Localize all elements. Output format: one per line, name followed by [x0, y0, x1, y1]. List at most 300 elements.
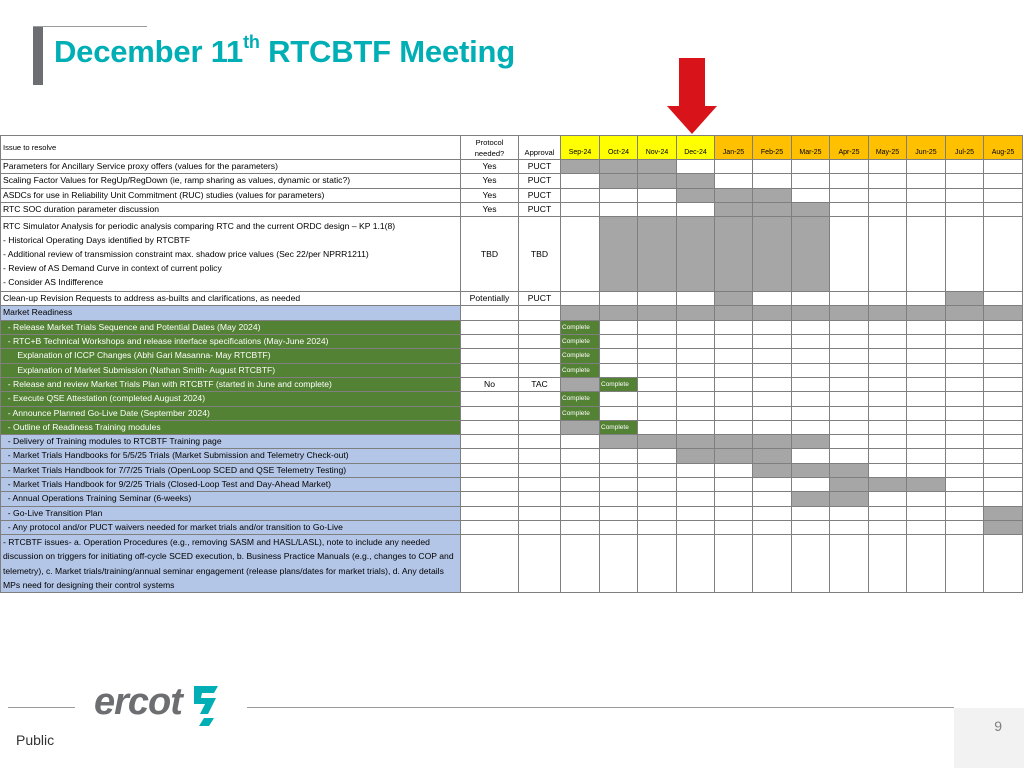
table-row	[1, 349, 1023, 363]
month-cell	[984, 420, 1023, 434]
protocol-cell	[461, 435, 519, 449]
month-cell	[677, 535, 715, 593]
table-row	[1, 406, 1023, 420]
month-cell	[638, 520, 677, 534]
approval-cell	[519, 506, 561, 520]
month-cell	[715, 520, 753, 534]
approval-cell: PUCT	[519, 188, 561, 202]
month-cell	[753, 174, 792, 188]
month-cell	[600, 188, 638, 202]
month-cell	[677, 406, 715, 420]
month-cell	[677, 188, 715, 202]
month-cell	[792, 292, 830, 306]
page-number: 9	[994, 718, 1002, 734]
month-cell	[946, 420, 984, 434]
month-cell	[984, 160, 1023, 174]
month-cell	[600, 392, 638, 406]
approval-cell	[519, 478, 561, 492]
month-cell	[907, 217, 946, 292]
month-cell	[907, 174, 946, 188]
month-cell	[792, 320, 830, 334]
month-cell	[907, 478, 946, 492]
month-cell	[715, 506, 753, 520]
approval-cell	[519, 320, 561, 334]
month-cell	[792, 392, 830, 406]
month-cell	[561, 160, 600, 174]
month-cell	[638, 306, 677, 320]
month-cell	[715, 449, 753, 463]
header-month: Sep-24	[561, 136, 600, 160]
month-cell	[869, 435, 907, 449]
month-cell	[677, 420, 715, 434]
month-cell	[984, 463, 1023, 477]
month-cell	[715, 478, 753, 492]
issue-cell	[1, 217, 461, 292]
month-cell	[753, 335, 792, 349]
table-row	[1, 363, 1023, 377]
approval-cell	[519, 420, 561, 434]
approval-cell	[519, 363, 561, 377]
table-row	[1, 478, 1023, 492]
month-cell	[753, 478, 792, 492]
protocol-cell: Yes	[461, 188, 519, 202]
month-cell	[600, 535, 638, 593]
month-cell	[830, 449, 869, 463]
month-cell	[638, 160, 677, 174]
protocol-cell	[461, 335, 519, 349]
month-cell	[869, 335, 907, 349]
month-cell	[792, 478, 830, 492]
header-month: Feb-25	[753, 136, 792, 160]
month-cell	[677, 520, 715, 534]
month-cell	[561, 188, 600, 202]
month-cell	[984, 349, 1023, 363]
month-cell	[677, 306, 715, 320]
protocol-cell: Potentially	[461, 292, 519, 306]
header-month: Nov-24	[638, 136, 677, 160]
month-cell	[638, 420, 677, 434]
complete-badge: Complete	[561, 320, 600, 334]
month-cell	[830, 392, 869, 406]
month-cell	[830, 292, 869, 306]
month-cell	[561, 217, 600, 292]
month-cell	[677, 392, 715, 406]
month-cell	[946, 292, 984, 306]
month-cell	[907, 520, 946, 534]
month-cell	[677, 202, 715, 216]
header-month: Jul-25	[946, 136, 984, 160]
month-cell	[715, 217, 753, 292]
month-cell	[792, 406, 830, 420]
month-cell	[869, 392, 907, 406]
complete-badge: Complete	[561, 363, 600, 377]
table-header-row	[1, 136, 1023, 160]
issue-line: - Review of AS Demand Curve in context of current policy	[3, 263, 222, 274]
issue-cell: - Annual Operations Training Seminar (6-weeks)	[1, 492, 461, 506]
month-cell	[984, 335, 1023, 349]
month-cell	[715, 363, 753, 377]
protocol-cell: Yes	[461, 160, 519, 174]
month-cell	[869, 320, 907, 334]
month-cell	[984, 406, 1023, 420]
header-month: Jan-25	[715, 136, 753, 160]
approval-cell	[519, 392, 561, 406]
month-cell	[946, 392, 984, 406]
protocol-cell: TBD	[461, 217, 519, 292]
table-row	[1, 188, 1023, 202]
issue-line: RTC Simulator Analysis for periodic analysis comparing RTC and the current ORDC design – KP 1.1(8)	[3, 220, 396, 231]
issue-cell: - RTCBTF issues- a. Operation Procedures (e.g., removing SASM and HASL/LASL), note to include any needed discussion on triggers for initiating off-cycle SCED execution, b. Business Practice Manuals (e.g., changes to COP and telemetry), c. Market trials/training/annual seminar engagement (release plans/dates for market trials), d. Any details MPs need for designing their control systems	[1, 535, 461, 593]
title-accent-line	[33, 26, 147, 27]
month-cell	[869, 363, 907, 377]
month-cell	[677, 506, 715, 520]
month-cell	[830, 349, 869, 363]
month-cell	[600, 292, 638, 306]
table-row	[1, 506, 1023, 520]
month-cell	[946, 363, 984, 377]
issue-cell: Explanation of Market Submission (Nathan Smith- August RTCBTF)	[1, 363, 461, 377]
month-cell	[715, 320, 753, 334]
month-cell	[677, 463, 715, 477]
month-cell	[869, 492, 907, 506]
month-cell	[907, 535, 946, 593]
month-cell	[792, 160, 830, 174]
protocol-cell	[461, 320, 519, 334]
month-cell	[830, 478, 869, 492]
month-cell	[715, 349, 753, 363]
month-cell	[638, 217, 677, 292]
approval-cell: PUCT	[519, 292, 561, 306]
month-cell	[830, 363, 869, 377]
month-cell	[869, 160, 907, 174]
month-cell	[600, 320, 638, 334]
month-cell	[830, 217, 869, 292]
month-cell	[753, 506, 792, 520]
month-cell	[946, 306, 984, 320]
protocol-cell	[461, 478, 519, 492]
month-cell	[753, 202, 792, 216]
month-cell	[561, 492, 600, 506]
month-cell	[677, 363, 715, 377]
month-cell	[600, 363, 638, 377]
month-cell	[830, 306, 869, 320]
month-cell	[600, 202, 638, 216]
month-cell	[984, 188, 1023, 202]
complete-badge: Complete	[561, 406, 600, 420]
page-number-box	[954, 708, 1024, 768]
approval-cell: PUCT	[519, 174, 561, 188]
month-cell	[946, 478, 984, 492]
month-cell	[638, 363, 677, 377]
month-cell	[907, 188, 946, 202]
month-cell	[869, 349, 907, 363]
month-cell	[984, 435, 1023, 449]
month-cell	[715, 535, 753, 593]
month-cell	[638, 506, 677, 520]
month-cell	[946, 406, 984, 420]
issue-cell: RTC SOC duration parameter discussion	[1, 202, 461, 216]
month-cell	[638, 406, 677, 420]
month-cell	[638, 449, 677, 463]
header-month: Aug-25	[984, 136, 1023, 160]
month-cell	[869, 174, 907, 188]
complete-badge: Complete	[561, 335, 600, 349]
month-cell	[792, 217, 830, 292]
month-cell	[753, 435, 792, 449]
month-cell	[561, 420, 600, 434]
month-cell	[869, 478, 907, 492]
protocol-cell	[461, 306, 519, 320]
approval-cell: TBD	[519, 217, 561, 292]
protocol-cell	[461, 363, 519, 377]
issue-line: - Historical Operating Days identified by RTCBTF	[3, 234, 191, 245]
month-cell	[792, 174, 830, 188]
issue-cell: - Any protocol and/or PUCT waivers needed for market trials and/or transition to Go-Live	[1, 520, 461, 534]
issue-cell: - Release and review Market Trials Plan with RTCBTF (started in June and complete)	[1, 377, 461, 391]
month-cell	[753, 217, 792, 292]
month-cell	[715, 306, 753, 320]
month-cell	[830, 335, 869, 349]
table-row	[1, 449, 1023, 463]
table-row	[1, 435, 1023, 449]
issue-line: - Additional review of transmission constraint max. shadow price values (Sec 22/per NPRR1211)	[3, 249, 369, 260]
month-cell	[753, 535, 792, 593]
protocol-cell: No	[461, 377, 519, 391]
month-cell	[907, 160, 946, 174]
month-cell	[638, 435, 677, 449]
month-cell	[792, 306, 830, 320]
month-cell	[753, 492, 792, 506]
month-cell	[792, 377, 830, 391]
month-cell	[715, 160, 753, 174]
footer-divider-left	[8, 707, 75, 708]
month-cell	[869, 406, 907, 420]
month-cell	[792, 335, 830, 349]
month-cell	[638, 292, 677, 306]
header-month: Apr-25	[830, 136, 869, 160]
month-cell	[946, 349, 984, 363]
protocol-cell	[461, 492, 519, 506]
protocol-cell	[461, 406, 519, 420]
month-cell	[677, 449, 715, 463]
title-suffix: RTCBTF Meeting	[259, 34, 516, 69]
issue-cell: ASDCs for use in Reliability Unit Commitment (RUC) studies (values for parameters)	[1, 188, 461, 202]
month-cell	[600, 478, 638, 492]
month-cell	[715, 406, 753, 420]
month-cell	[984, 292, 1023, 306]
month-cell	[753, 160, 792, 174]
issue-cell: - Go-Live Transition Plan	[1, 506, 461, 520]
issue-cell: Scaling Factor Values for RegUp/RegDown (ie, ramp sharing as values, dynamic or static?)	[1, 174, 461, 188]
month-cell	[677, 160, 715, 174]
protocol-cell	[461, 506, 519, 520]
table-row	[1, 160, 1023, 174]
month-cell	[792, 420, 830, 434]
month-cell	[907, 506, 946, 520]
header-approval: Approval	[519, 136, 561, 160]
month-cell	[830, 188, 869, 202]
month-cell	[715, 435, 753, 449]
issue-cell: - Release Market Trials Sequence and Potential Dates (May 2024)	[1, 320, 461, 334]
month-cell	[869, 217, 907, 292]
issue-cell: - Market Trials Handbook for 7/7/25 Trials (OpenLoop SCED and QSE Telemetry Testing)	[1, 463, 461, 477]
protocol-cell	[461, 392, 519, 406]
month-cell	[638, 478, 677, 492]
month-cell	[792, 520, 830, 534]
month-cell	[907, 363, 946, 377]
month-cell	[638, 188, 677, 202]
month-cell	[830, 420, 869, 434]
month-cell	[869, 306, 907, 320]
month-cell	[561, 463, 600, 477]
month-cell	[600, 160, 638, 174]
header-issue: Issue to resolve	[1, 136, 461, 160]
approval-cell	[519, 335, 561, 349]
month-cell	[830, 202, 869, 216]
schedule-table	[0, 135, 1023, 593]
month-cell	[984, 217, 1023, 292]
month-cell	[869, 188, 907, 202]
month-cell	[869, 463, 907, 477]
month-cell	[869, 520, 907, 534]
month-cell	[561, 478, 600, 492]
month-cell	[600, 306, 638, 320]
month-cell	[753, 406, 792, 420]
month-cell	[638, 377, 677, 391]
month-cell	[561, 449, 600, 463]
approval-cell	[519, 535, 561, 593]
issue-cell: Parameters for Ancillary Service proxy offers (values for the parameters)	[1, 160, 461, 174]
month-cell	[677, 492, 715, 506]
month-cell	[638, 320, 677, 334]
month-cell	[715, 492, 753, 506]
month-cell	[753, 420, 792, 434]
month-cell	[869, 420, 907, 434]
month-cell	[907, 406, 946, 420]
month-cell	[907, 349, 946, 363]
month-cell	[638, 535, 677, 593]
month-cell	[753, 463, 792, 477]
month-cell	[984, 392, 1023, 406]
month-cell	[830, 160, 869, 174]
month-cell	[677, 174, 715, 188]
month-cell	[946, 520, 984, 534]
header-protocol: Protocol needed?	[461, 136, 519, 160]
month-cell	[907, 335, 946, 349]
month-cell	[984, 363, 1023, 377]
month-cell	[715, 188, 753, 202]
month-cell	[600, 406, 638, 420]
month-cell	[600, 492, 638, 506]
approval-cell	[519, 492, 561, 506]
month-cell	[753, 292, 792, 306]
month-cell	[869, 377, 907, 391]
month-cell	[561, 202, 600, 216]
month-cell	[792, 363, 830, 377]
approval-cell	[519, 306, 561, 320]
month-cell	[984, 520, 1023, 534]
month-cell	[984, 377, 1023, 391]
issue-cell: - Announce Planned Go-Live Date (September 2024)	[1, 406, 461, 420]
month-cell	[946, 377, 984, 391]
month-cell	[677, 349, 715, 363]
month-cell	[830, 492, 869, 506]
issue-cell: - Delivery of Training modules to RTCBTF Training page	[1, 435, 461, 449]
month-cell	[830, 377, 869, 391]
month-cell	[907, 435, 946, 449]
month-cell	[753, 306, 792, 320]
approval-cell	[519, 349, 561, 363]
month-cell	[677, 377, 715, 391]
title-superscript: th	[243, 32, 260, 52]
month-cell	[561, 174, 600, 188]
month-cell	[677, 478, 715, 492]
month-cell	[907, 292, 946, 306]
month-cell	[638, 335, 677, 349]
classification-label: Public	[16, 732, 55, 748]
month-cell	[869, 202, 907, 216]
month-cell	[753, 320, 792, 334]
month-cell	[600, 335, 638, 349]
month-cell	[907, 392, 946, 406]
approval-cell: PUCT	[519, 160, 561, 174]
table-row	[1, 535, 1023, 593]
page-title	[54, 34, 515, 70]
month-cell	[600, 520, 638, 534]
month-cell	[984, 174, 1023, 188]
month-cell	[830, 320, 869, 334]
approval-cell	[519, 406, 561, 420]
month-cell	[638, 202, 677, 216]
month-cell	[907, 306, 946, 320]
protocol-cell	[461, 349, 519, 363]
month-cell	[600, 217, 638, 292]
ercot-logo-mark-icon	[188, 684, 224, 728]
month-cell	[753, 349, 792, 363]
month-cell	[715, 420, 753, 434]
month-cell	[677, 320, 715, 334]
month-cell	[907, 492, 946, 506]
complete-badge: Complete	[600, 377, 638, 391]
month-cell	[869, 292, 907, 306]
issue-cell: Market Readiness	[1, 306, 461, 320]
month-cell	[792, 535, 830, 593]
approval-cell: TAC	[519, 377, 561, 391]
protocol-cell	[461, 535, 519, 593]
month-cell	[600, 506, 638, 520]
month-cell	[907, 202, 946, 216]
footer-divider-right	[247, 707, 954, 708]
month-cell	[946, 506, 984, 520]
protocol-cell	[461, 420, 519, 434]
month-cell	[792, 435, 830, 449]
month-cell	[946, 160, 984, 174]
month-cell	[946, 535, 984, 593]
issue-line: - Consider AS Indifference	[3, 277, 104, 288]
header-month: May-25	[869, 136, 907, 160]
month-cell	[638, 392, 677, 406]
complete-badge: Complete	[561, 392, 600, 406]
month-cell	[600, 349, 638, 363]
month-cell	[907, 463, 946, 477]
month-cell	[638, 492, 677, 506]
protocol-cell: Yes	[461, 174, 519, 188]
month-cell	[753, 188, 792, 202]
month-cell	[600, 174, 638, 188]
issue-cell: - Execute QSE Attestation (completed August 2024)	[1, 392, 461, 406]
month-cell	[753, 520, 792, 534]
month-cell	[946, 320, 984, 334]
